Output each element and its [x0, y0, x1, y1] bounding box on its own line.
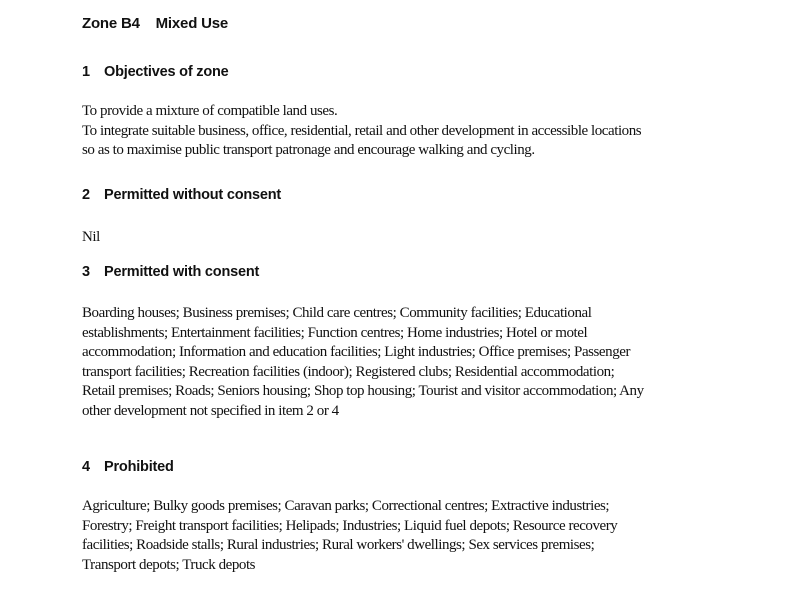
permitted-without-consent-text: [82, 228, 100, 248]
section-title: Permitted without consent: [104, 187, 282, 203]
section-title: Permitted with consent: [104, 264, 260, 280]
section-heading-permitted-with-consent: [82, 264, 259, 280]
section-heading-objectives: [82, 64, 229, 80]
text-line: facilities; Roadside stalls; Rural industries; Rural workers' dwellings; Sex services premises;: [82, 537, 595, 553]
section-heading-permitted-without-consent: [82, 187, 281, 203]
prohibited-text: [82, 497, 617, 575]
zone-title: Zone B4 Mixed Use: [82, 15, 229, 32]
text-line: establishments; Entertainment facilities; Function centres; Home industries; Hotel or motel: [82, 324, 588, 341]
text-line: other development not specified in item 2 or 4: [82, 402, 339, 419]
text-line: Boarding houses; Business premises; Child care centres; Community facilities; Educational: [82, 305, 592, 321]
section-number: 1: [82, 64, 90, 80]
text-line: so as to maximise public transport patronage and encourage walking and cycling.: [82, 142, 535, 158]
permitted-with-consent-text: [82, 304, 644, 421]
section-heading-prohibited: [82, 459, 174, 475]
text-line: To provide a mixture of compatible land uses.: [82, 103, 338, 119]
objectives-text: [82, 102, 641, 161]
section-number: 3: [82, 264, 90, 280]
text-line: accommodation; Information and education facilities; Light industries; Office premises; Passenger: [82, 344, 630, 360]
section-number: 4: [82, 459, 90, 475]
section-title: Objectives of zone: [104, 64, 229, 80]
text-line: Nil: [82, 229, 100, 245]
text-line: Transport depots; Truck depots: [82, 556, 256, 573]
text-line: Agriculture; Bulky goods premises; Caravan parks; Correctional centres; Extractive industries;: [82, 498, 610, 514]
text-line: To integrate suitable business, office, residential, retail and other development in accessible locations: [82, 122, 642, 139]
section-title: Prohibited: [104, 459, 174, 475]
text-line: Retail premises; Roads; Seniors housing; Shop top housing; Tourist and visitor accommodation; Any: [82, 383, 644, 399]
text-line: Forestry; Freight transport facilities; Helipads; Industries; Liquid fuel depots; Resource recovery: [82, 517, 618, 534]
section-number: 2: [82, 187, 90, 203]
text-line: transport facilities; Recreation facilities (indoor); Registered clubs; Residential accommodation;: [82, 363, 615, 380]
